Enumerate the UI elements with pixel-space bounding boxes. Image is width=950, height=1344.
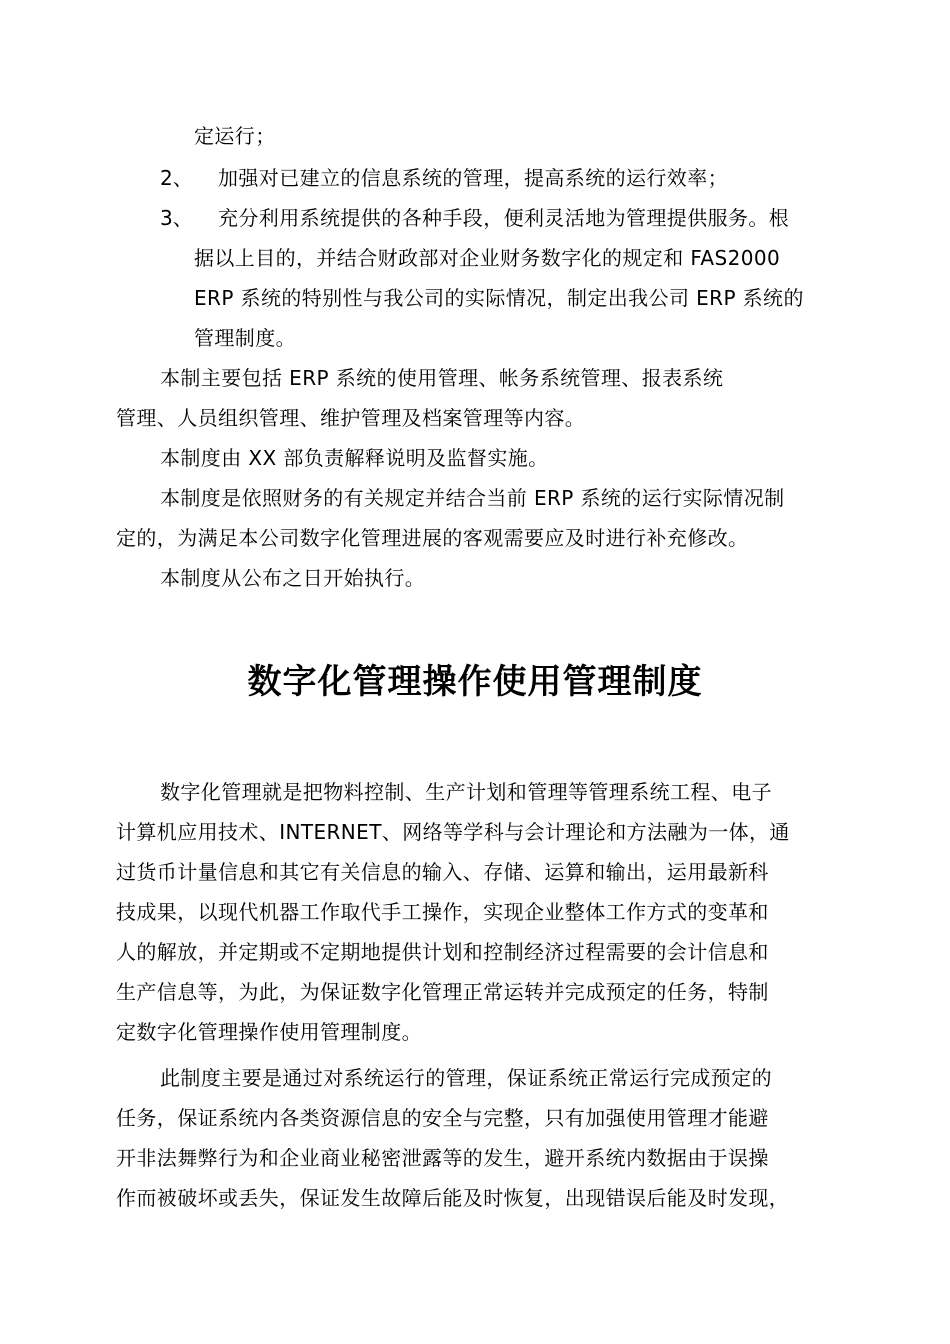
effective-date-paragraph: 本制度从公布之日开始执行。 — [160, 566, 426, 590]
intro-line-3: 充分利用系统提供的各种手段，便利灵活地为管理提供服务。根 — [218, 206, 790, 230]
body-line-9: 任务，保证系统内各类资源信息的安全与完整，只有加强使用管理才能避 — [116, 1106, 769, 1130]
section-title: 数字化管理操作使用管理制度 — [247, 662, 703, 702]
body-line-10: 开非法舞弊行为和企业商业秘密泄露等的发生，避开系统内数据由于误操 — [116, 1146, 769, 1170]
intro-line-1: 定运行； — [194, 124, 276, 148]
basis-paragraph-line-1: 本制度是依照财务的有关规定并结合当前 ERP 系统的运行实际情况制 — [160, 486, 785, 510]
intro-line-5: ERP 系统的特别性与我公司的实际情况，制定出我公司 ERP 系统的 — [194, 286, 804, 310]
intro-line-2: 加强对已建立的信息系统的管理，提高系统的运行效率； — [218, 166, 728, 190]
body-line-11: 作而被破坏或丢失，保证发生故障后能及时恢复，出现错误后能及时发现， — [116, 1186, 790, 1210]
body-line-3: 过货币计量信息和其它有关信息的输入、存储、运算和输出，运用最新科 — [116, 860, 769, 884]
scope-paragraph-line-2: 管理、人员组织管理、维护管理及档案管理等内容。 — [116, 406, 586, 430]
body-line-4: 技成果，以现代机器工作取代手工操作，实现企业整体工作方式的变革和 — [116, 900, 769, 924]
intro-line-6: 管理制度。 — [194, 326, 296, 350]
body-line-1: 数字化管理就是把物料控制、生产计划和管理等管理系统工程、电子 — [160, 780, 772, 804]
body-line-6: 生产信息等，为此，为保证数字化管理正常运转并完成预定的任务，特制 — [116, 980, 769, 1004]
scope-paragraph-line-1: 本制主要包括 ERP 系统的使用管理、帐务系统管理、报表系统 — [160, 366, 724, 390]
basis-paragraph-line-2: 定的，为满足本公司数字化管理进展的客观需要应及时进行补充修改。 — [116, 526, 749, 550]
list-number-2: 2、 — [160, 166, 193, 190]
intro-line-4: 据以上目的，并结合财政部对企业财务数字化的规定和 FAS2000 — [194, 246, 781, 270]
responsibility-paragraph: 本制度由 XX 部负责解释说明及监督实施。 — [160, 446, 549, 470]
body-line-2: 计算机应用技术、INTERNET、网络等学科与会计理论和方法融为一体，通 — [116, 820, 790, 844]
list-number-3: 3、 — [160, 206, 193, 230]
body-line-5: 人的解放，并定期或不定期地提供计划和控制经济过程需要的会计信息和 — [116, 940, 769, 964]
body-line-7: 定数字化管理操作使用管理制度。 — [116, 1020, 422, 1044]
body-line-8: 此制度主要是通过对系统运行的管理，保证系统正常运行完成预定的 — [160, 1066, 772, 1090]
